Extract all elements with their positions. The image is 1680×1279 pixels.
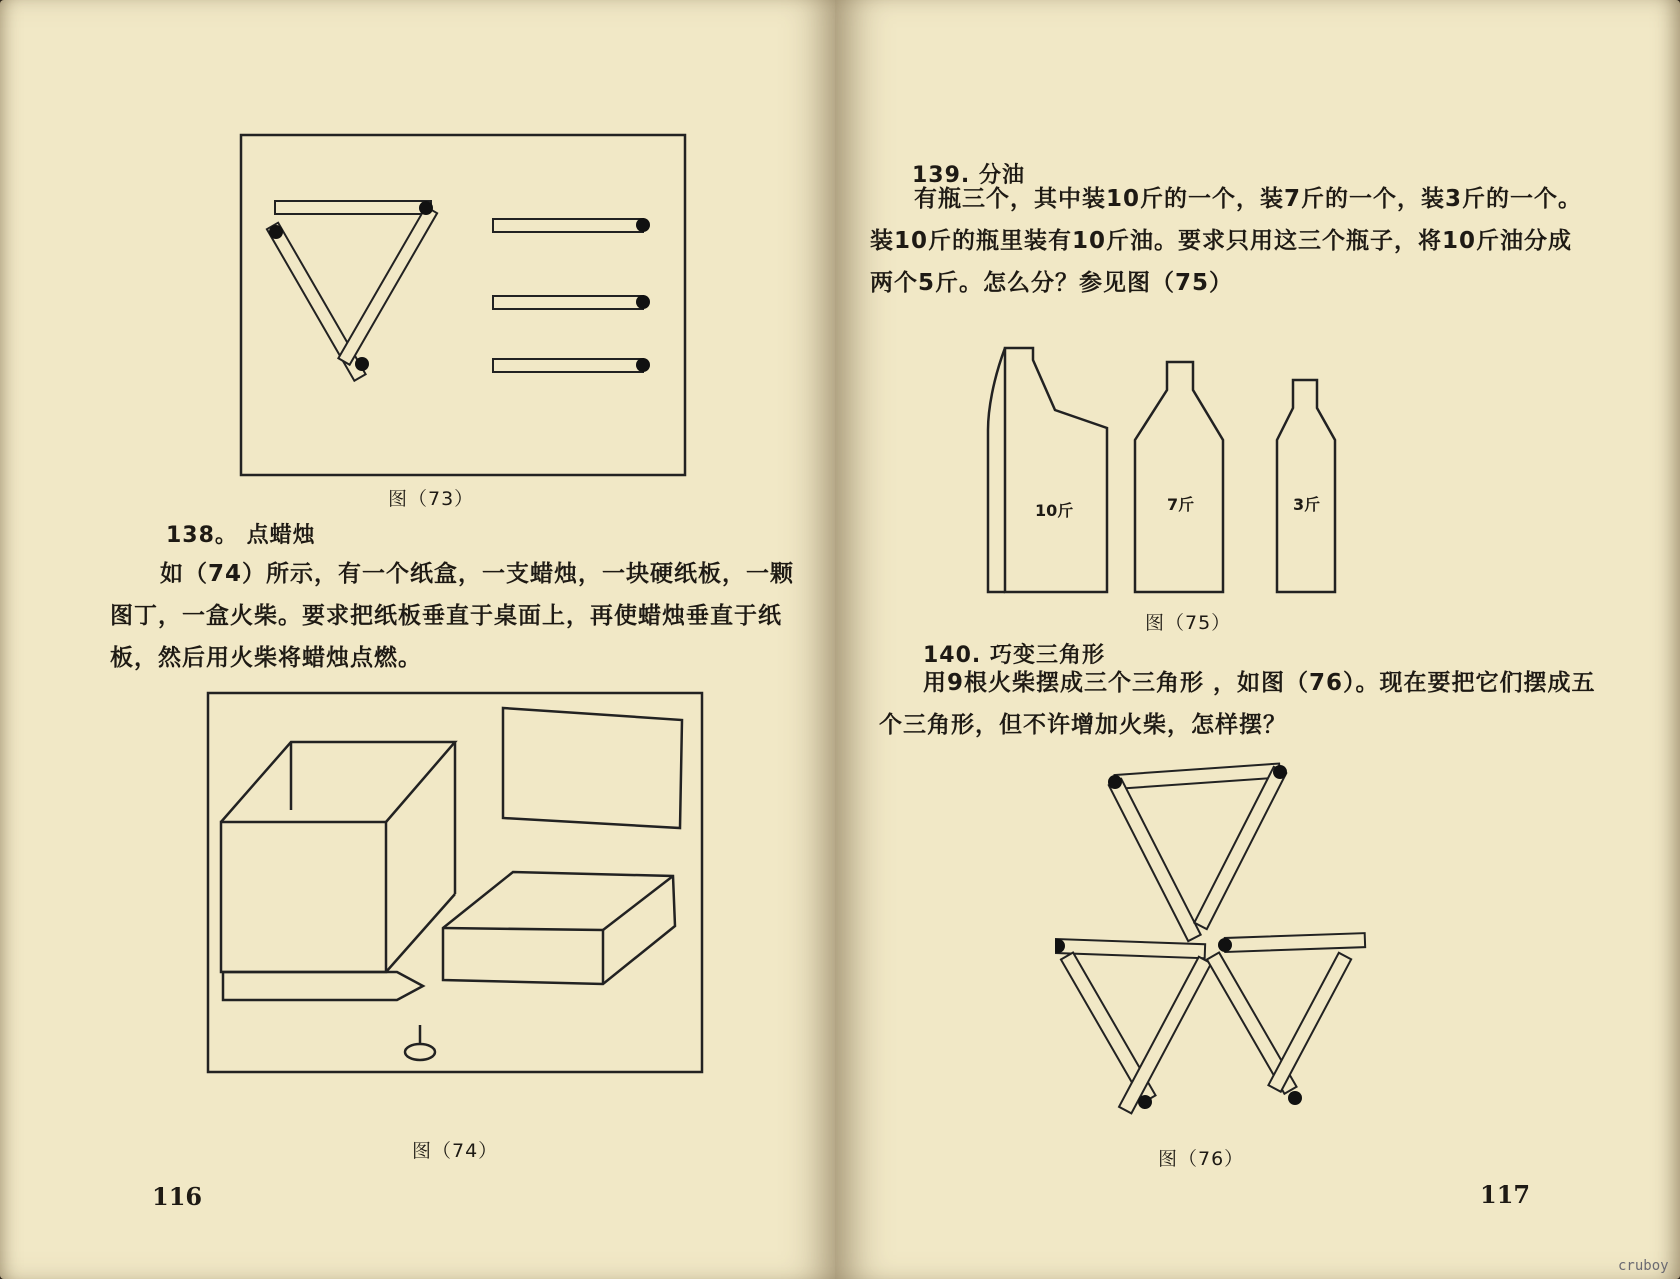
bottle-3-label: 3斤 <box>1293 495 1321 514</box>
left-page <box>0 0 835 1279</box>
figure-73 <box>238 132 688 478</box>
figure-74 <box>205 690 705 1075</box>
page-number-left: 116 <box>152 1182 203 1211</box>
page-number-right: 117 <box>1480 1180 1531 1209</box>
section-139-heading: 139. 分油 <box>912 163 1025 188</box>
figure-76-matches <box>1055 760 1375 1130</box>
figure-75-bottles <box>983 340 1353 600</box>
section-138-text: 如（74）所示，有一个纸盒，一支蜡烛，一块硬纸板，一颗图丁，一盒火柴。要求把纸板垂直于桌面上，再使蜡烛垂直于纸板，然后用火柴将蜡烛点燃。 <box>110 561 795 671</box>
watermark: cruboy <box>1618 1258 1669 1274</box>
figure-76-caption: 图（76） <box>1158 1148 1245 1170</box>
figure-74-caption: 图（74） <box>412 1140 499 1162</box>
bottle-7-label: 7斤 <box>1167 495 1195 514</box>
bottle-10-label: 10斤 <box>1035 501 1074 520</box>
right-page <box>835 0 1680 1279</box>
section-138-heading: 138。 点蜡烛 <box>166 523 316 548</box>
figure-73-caption: 图（73） <box>388 488 475 510</box>
section-140-text: 用9根火柴摆成三个三角形 ，如图（76）。现在要把它们摆成五个三角形，但不许增加火柴，怎样摆？ <box>879 670 1596 738</box>
section-140-heading: 140. 巧变三角形 <box>923 643 1105 668</box>
section-139-text: 有瓶三个，其中装10斤的一个，装7斤的一个，装3斤的一个。装10斤的瓶里装有10斤油。要求只用这三个瓶子，将10斤油分成两个5斤。怎么分？参见图（75） <box>870 186 1583 296</box>
figure-75-caption: 图（75） <box>1145 612 1232 634</box>
